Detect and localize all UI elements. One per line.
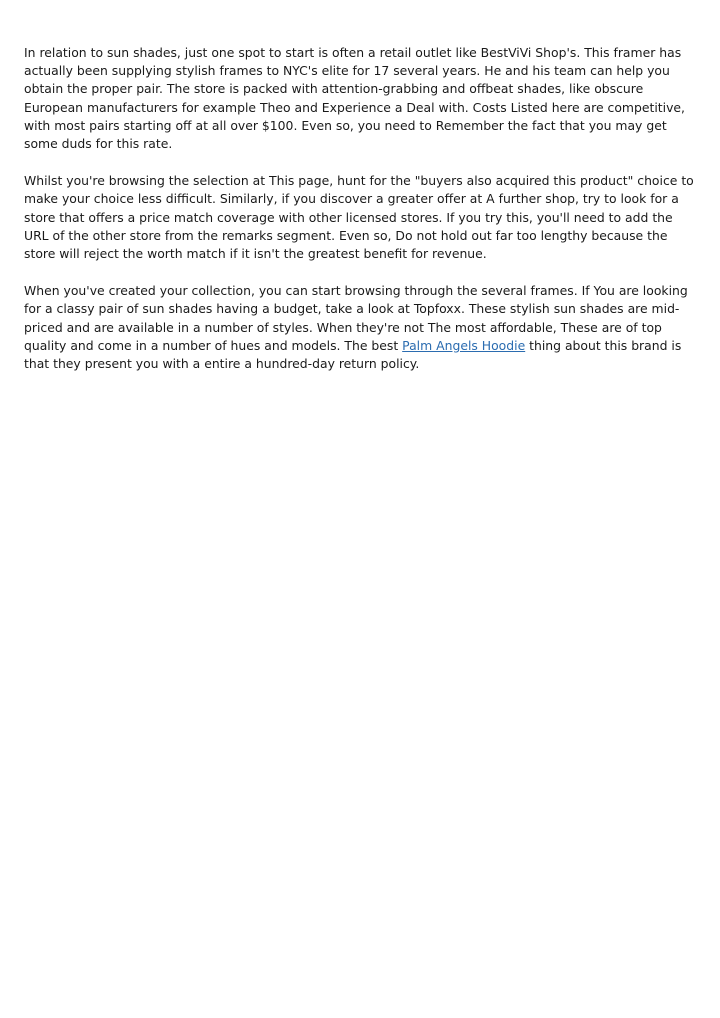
paragraph-3-text-after-link: thing about this brand is that they present you with a entire a hundred-day return policy. — [24, 337, 682, 372]
paragraph-2: Whilst you're browsing the selection at This page, hunt for the "buyers also acquired this product" choice to make your choice less difficult. Similarly, if you discover a greater offer at A further shop, try to look for a store that offers a price match coverage with other licensed stores. If you try this, you'll need to add the URL of the other store from the remarks segment. Even so, Do not hold out far too lengthy because the store will reject the worth match if it isn't the greatest benefit for revenue. — [24, 173, 694, 262]
document-body — [24, 44, 700, 392]
palm-angels-hoodie-link[interactable]: Palm Angels Hoodie — [402, 337, 526, 353]
paragraph-3 — [24, 282, 700, 373]
paragraph-3-text-before-link: When you've created your collection, you can start browsing through the several frames. If You are looking for a classy pair of sun shades having a budget, take a look at Topfoxx. These stylish sun shades are mid-priced and are available in a number of styles. When they're not The most affordable, These are of top quality and come in a number of hues and models. The best — [24, 283, 688, 353]
paragraph-1: In relation to sun shades, just one spot to start is often a retail outlet like BestViVi Shop's. This framer has actually been supplying stylish frames to NYC's elite for 17 several years. He and his team can help you obtain the proper pair. The store is packed with attention-grabbing and offbeat shades, like obscure European manufacturers for example Theo and Experience a Deal with. Costs Listed here are competitive, with most pairs starting off at all over $100. Even so, you need to Remember the fact that you may get some duds for this rate. — [24, 45, 685, 152]
